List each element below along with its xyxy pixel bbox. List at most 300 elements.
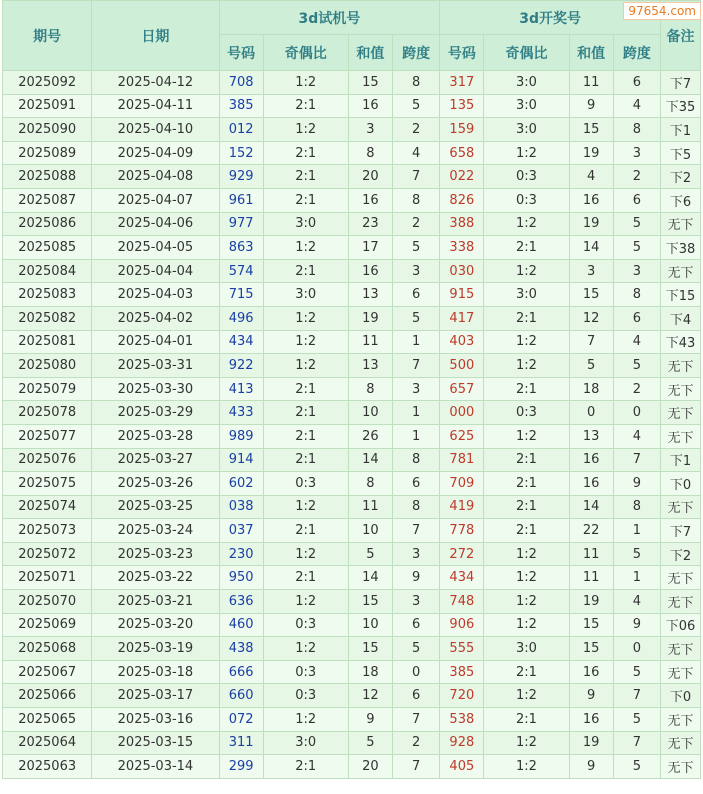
cell-trial-number: 989 [219,424,263,448]
table-row [3,354,701,378]
table-row [3,377,701,401]
cell-trial-sum: 8 [348,472,392,496]
table-row [3,401,701,425]
cell-draw-odd-even: 1:2 [484,141,569,165]
cell-trial-number: 072 [219,708,263,732]
cell-trial-odd-even: 0:3 [263,660,348,684]
cell-trial-span: 1 [392,330,439,354]
cell-draw-odd-even: 1:2 [484,755,569,779]
cell-draw-number: 625 [440,424,484,448]
table-row [3,731,701,755]
cell-trial-span: 1 [392,424,439,448]
cell-trial-span: 3 [392,377,439,401]
cell-date: 2025-04-08 [92,165,219,189]
cell-date: 2025-03-26 [92,472,219,496]
cell-draw-span: 5 [613,542,660,566]
cell-draw-span: 8 [613,495,660,519]
cell-date: 2025-04-03 [92,283,219,307]
cell-trial-sum: 18 [348,660,392,684]
cell-draw-span: 7 [613,448,660,472]
cell-draw-number: 906 [440,613,484,637]
cell-period: 2025082 [3,306,92,330]
table-row [3,118,701,142]
table-row [3,660,701,684]
cell-period: 2025085 [3,236,92,260]
cell-period: 2025066 [3,684,92,708]
cell-date: 2025-03-22 [92,566,219,590]
cell-note: 下0 [661,684,701,708]
table-row [3,306,701,330]
cell-trial-span: 7 [392,165,439,189]
cell-draw-number: 709 [440,472,484,496]
cell-trial-number: 496 [219,306,263,330]
cell-draw-span: 3 [613,259,660,283]
cell-trial-span: 6 [392,472,439,496]
cell-period: 2025065 [3,708,92,732]
table-row [3,566,701,590]
cell-draw-odd-even: 2:1 [484,708,569,732]
cell-note: 无下 [661,566,701,590]
cell-trial-sum: 15 [348,590,392,614]
cell-date: 2025-03-20 [92,613,219,637]
cell-trial-span: 2 [392,118,439,142]
cell-trial-odd-even: 3:0 [263,283,348,307]
cell-draw-odd-even: 0:3 [484,165,569,189]
cell-trial-span: 6 [392,283,439,307]
table-row [3,755,701,779]
cell-trial-odd-even: 1:2 [263,354,348,378]
cell-date: 2025-03-19 [92,637,219,661]
cell-trial-span: 8 [392,448,439,472]
cell-note: 下7 [661,519,701,543]
cell-draw-number: 657 [440,377,484,401]
cell-date: 2025-04-09 [92,141,219,165]
cell-draw-span: 6 [613,71,660,95]
cell-note: 下6 [661,188,701,212]
cell-draw-number: 405 [440,755,484,779]
cell-draw-odd-even: 1:2 [484,684,569,708]
cell-draw-span: 4 [613,424,660,448]
cell-date: 2025-03-18 [92,660,219,684]
cell-trial-number: 299 [219,755,263,779]
cell-trial-number: 922 [219,354,263,378]
cell-trial-sum: 19 [348,306,392,330]
cell-note: 无下 [661,731,701,755]
cell-period: 2025079 [3,377,92,401]
cell-trial-number: 574 [219,259,263,283]
cell-trial-sum: 17 [348,236,392,260]
cell-note: 无下 [661,708,701,732]
cell-draw-span: 4 [613,330,660,354]
cell-draw-sum: 3 [569,259,613,283]
cell-trial-number: 038 [219,495,263,519]
cell-trial-odd-even: 2:1 [263,519,348,543]
cell-trial-span: 9 [392,566,439,590]
cell-draw-odd-even: 1:2 [484,590,569,614]
cell-draw-sum: 11 [569,542,613,566]
cell-trial-odd-even: 2:1 [263,188,348,212]
cell-trial-sum: 13 [348,354,392,378]
cell-trial-odd-even: 1:2 [263,590,348,614]
cell-date: 2025-04-11 [92,94,219,118]
cell-trial-span: 3 [392,259,439,283]
cell-date: 2025-04-07 [92,188,219,212]
cell-draw-sum: 11 [569,71,613,95]
cell-draw-odd-even: 2:1 [484,495,569,519]
cell-period: 2025064 [3,731,92,755]
results-table [2,0,701,779]
cell-draw-sum: 9 [569,684,613,708]
header-draw-number: 号码 [440,35,484,71]
cell-draw-number: 658 [440,141,484,165]
cell-trial-odd-even: 2:1 [263,165,348,189]
cell-period: 2025078 [3,401,92,425]
cell-period: 2025071 [3,566,92,590]
cell-trial-span: 7 [392,519,439,543]
cell-date: 2025-03-15 [92,731,219,755]
cell-trial-span: 5 [392,94,439,118]
table-row [3,637,701,661]
cell-period: 2025070 [3,590,92,614]
cell-draw-odd-even: 1:2 [484,542,569,566]
cell-draw-number: 135 [440,94,484,118]
cell-trial-span: 7 [392,755,439,779]
table-row [3,519,701,543]
cell-note: 下15 [661,283,701,307]
cell-draw-span: 8 [613,283,660,307]
table-row [3,259,701,283]
cell-trial-span: 5 [392,637,439,661]
cell-draw-odd-even: 2:1 [484,660,569,684]
header-trial-sum: 和值 [348,35,392,71]
cell-period: 2025074 [3,495,92,519]
cell-draw-odd-even: 3:0 [484,283,569,307]
cell-trial-odd-even: 2:1 [263,259,348,283]
cell-draw-number: 403 [440,330,484,354]
cell-trial-span: 7 [392,354,439,378]
cell-draw-number: 030 [440,259,484,283]
cell-draw-number: 419 [440,495,484,519]
cell-draw-number: 748 [440,590,484,614]
cell-trial-sum: 16 [348,259,392,283]
cell-draw-sum: 9 [569,755,613,779]
cell-trial-sum: 15 [348,637,392,661]
header-period: 期号 [3,1,92,71]
cell-trial-odd-even: 1:2 [263,71,348,95]
cell-date: 2025-03-29 [92,401,219,425]
cell-trial-sum: 10 [348,613,392,637]
cell-period: 2025092 [3,71,92,95]
cell-period: 2025077 [3,424,92,448]
table-row [3,613,701,637]
cell-draw-number: 538 [440,708,484,732]
cell-date: 2025-03-14 [92,755,219,779]
table-row [3,188,701,212]
table-row [3,495,701,519]
cell-draw-sum: 13 [569,424,613,448]
cell-draw-number: 928 [440,731,484,755]
table-header [3,1,701,71]
cell-trial-sum: 5 [348,731,392,755]
cell-trial-sum: 12 [348,684,392,708]
cell-trial-number: 708 [219,71,263,95]
table-row [3,330,701,354]
cell-draw-number: 500 [440,354,484,378]
cell-period: 2025090 [3,118,92,142]
cell-draw-sum: 19 [569,212,613,236]
header-draw-span: 跨度 [613,35,660,71]
cell-draw-odd-even: 1:2 [484,424,569,448]
table-row [3,165,701,189]
cell-period: 2025072 [3,542,92,566]
cell-trial-span: 4 [392,141,439,165]
cell-draw-span: 1 [613,519,660,543]
cell-trial-span: 8 [392,71,439,95]
cell-date: 2025-04-10 [92,118,219,142]
cell-draw-sum: 19 [569,590,613,614]
cell-trial-span: 7 [392,708,439,732]
cell-trial-number: 413 [219,377,263,401]
cell-draw-span: 5 [613,354,660,378]
cell-note: 无下 [661,637,701,661]
cell-draw-sum: 16 [569,188,613,212]
cell-draw-span: 2 [613,377,660,401]
cell-draw-odd-even: 3:0 [484,94,569,118]
cell-draw-odd-even: 1:2 [484,212,569,236]
cell-trial-number: 037 [219,519,263,543]
site-watermark: 97654.com [623,2,701,20]
cell-date: 2025-04-06 [92,212,219,236]
table-row [3,684,701,708]
cell-draw-number: 385 [440,660,484,684]
cell-trial-span: 0 [392,660,439,684]
cell-draw-number: 915 [440,283,484,307]
cell-trial-span: 8 [392,188,439,212]
cell-trial-number: 715 [219,283,263,307]
cell-trial-number: 385 [219,94,263,118]
cell-trial-span: 1 [392,401,439,425]
cell-draw-span: 5 [613,708,660,732]
cell-period: 2025089 [3,141,92,165]
cell-trial-span: 3 [392,542,439,566]
cell-draw-number: 317 [440,71,484,95]
cell-draw-span: 6 [613,306,660,330]
cell-draw-span: 5 [613,755,660,779]
cell-draw-sum: 4 [569,165,613,189]
cell-note: 下06 [661,613,701,637]
cell-trial-span: 6 [392,684,439,708]
cell-draw-sum: 16 [569,660,613,684]
cell-date: 2025-03-30 [92,377,219,401]
cell-draw-odd-even: 1:2 [484,566,569,590]
cell-draw-span: 5 [613,660,660,684]
cell-date: 2025-03-24 [92,519,219,543]
cell-trial-odd-even: 3:0 [263,212,348,236]
cell-trial-sum: 9 [348,708,392,732]
cell-trial-number: 434 [219,330,263,354]
cell-date: 2025-03-25 [92,495,219,519]
table-row [3,708,701,732]
cell-note: 无下 [661,212,701,236]
table-row [3,283,701,307]
cell-trial-sum: 15 [348,71,392,95]
cell-draw-number: 417 [440,306,484,330]
cell-draw-number: 272 [440,542,484,566]
header-date: 日期 [92,1,219,71]
cell-note: 无下 [661,590,701,614]
cell-note: 下43 [661,330,701,354]
cell-draw-span: 4 [613,590,660,614]
cell-trial-odd-even: 0:3 [263,684,348,708]
cell-note: 无下 [661,401,701,425]
cell-draw-span: 5 [613,236,660,260]
cell-period: 2025091 [3,94,92,118]
cell-draw-span: 1 [613,566,660,590]
cell-draw-odd-even: 3:0 [484,637,569,661]
cell-trial-span: 8 [392,495,439,519]
cell-note: 下4 [661,306,701,330]
cell-trial-sum: 11 [348,495,392,519]
cell-draw-span: 0 [613,401,660,425]
cell-date: 2025-04-04 [92,259,219,283]
cell-draw-span: 8 [613,118,660,142]
cell-date: 2025-03-31 [92,354,219,378]
cell-draw-span: 5 [613,212,660,236]
cell-trial-odd-even: 2:1 [263,424,348,448]
cell-trial-odd-even: 2:1 [263,448,348,472]
cell-trial-sum: 10 [348,519,392,543]
cell-note: 无下 [661,660,701,684]
cell-note: 下2 [661,542,701,566]
cell-draw-sum: 11 [569,566,613,590]
header-draw-group: 3d开奖号 [440,1,661,35]
header-trial-odd-even: 奇偶比 [263,35,348,71]
cell-trial-odd-even: 1:2 [263,495,348,519]
cell-draw-span: 9 [613,613,660,637]
cell-draw-odd-even: 1:2 [484,259,569,283]
cell-note: 下1 [661,118,701,142]
cell-period: 2025080 [3,354,92,378]
cell-trial-sum: 5 [348,542,392,566]
cell-trial-odd-even: 1:2 [263,306,348,330]
cell-trial-odd-even: 2:1 [263,755,348,779]
table-row [3,71,701,95]
cell-trial-sum: 20 [348,755,392,779]
cell-trial-sum: 26 [348,424,392,448]
cell-trial-number: 433 [219,401,263,425]
cell-draw-odd-even: 1:2 [484,330,569,354]
cell-date: 2025-03-16 [92,708,219,732]
cell-trial-sum: 14 [348,566,392,590]
cell-draw-odd-even: 1:2 [484,731,569,755]
cell-period: 2025083 [3,283,92,307]
cell-draw-sum: 15 [569,637,613,661]
cell-draw-number: 781 [440,448,484,472]
cell-draw-sum: 19 [569,731,613,755]
cell-note: 下1 [661,448,701,472]
cell-trial-number: 961 [219,188,263,212]
cell-draw-sum: 7 [569,330,613,354]
cell-trial-number: 438 [219,637,263,661]
cell-draw-odd-even: 2:1 [484,306,569,330]
cell-date: 2025-04-12 [92,71,219,95]
cell-trial-number: 636 [219,590,263,614]
cell-draw-span: 7 [613,731,660,755]
header-note: 备注 [661,1,701,71]
cell-period: 2025087 [3,188,92,212]
table-row [3,94,701,118]
cell-trial-odd-even: 1:2 [263,236,348,260]
cell-draw-odd-even: 2:1 [484,472,569,496]
cell-trial-number: 602 [219,472,263,496]
cell-trial-number: 460 [219,613,263,637]
cell-draw-sum: 14 [569,495,613,519]
cell-trial-number: 929 [219,165,263,189]
cell-draw-number: 159 [440,118,484,142]
cell-trial-sum: 14 [348,448,392,472]
cell-trial-odd-even: 2:1 [263,377,348,401]
cell-draw-span: 9 [613,472,660,496]
cell-trial-sum: 16 [348,188,392,212]
cell-note: 无下 [661,755,701,779]
cell-trial-number: 311 [219,731,263,755]
header-trial-span: 跨度 [392,35,439,71]
cell-period: 2025073 [3,519,92,543]
cell-trial-sum: 16 [348,94,392,118]
table-row [3,472,701,496]
cell-draw-sum: 16 [569,472,613,496]
cell-date: 2025-03-21 [92,590,219,614]
cell-trial-sum: 23 [348,212,392,236]
cell-draw-number: 434 [440,566,484,590]
cell-period: 2025088 [3,165,92,189]
cell-draw-sum: 5 [569,354,613,378]
cell-draw-odd-even: 2:1 [484,448,569,472]
cell-trial-sum: 11 [348,330,392,354]
cell-draw-number: 720 [440,684,484,708]
cell-draw-span: 4 [613,94,660,118]
cell-trial-number: 914 [219,448,263,472]
cell-period: 2025075 [3,472,92,496]
cell-period: 2025069 [3,613,92,637]
cell-draw-span: 2 [613,165,660,189]
cell-trial-odd-even: 0:3 [263,613,348,637]
cell-trial-number: 230 [219,542,263,566]
cell-trial-number: 012 [219,118,263,142]
cell-period: 2025067 [3,660,92,684]
cell-trial-number: 950 [219,566,263,590]
table-row [3,141,701,165]
cell-trial-odd-even: 0:3 [263,472,348,496]
cell-draw-sum: 12 [569,306,613,330]
cell-draw-sum: 9 [569,94,613,118]
cell-draw-sum: 19 [569,141,613,165]
cell-draw-span: 7 [613,684,660,708]
cell-trial-span: 5 [392,236,439,260]
cell-draw-sum: 18 [569,377,613,401]
cell-draw-odd-even: 3:0 [484,71,569,95]
cell-trial-odd-even: 2:1 [263,141,348,165]
cell-note: 下7 [661,71,701,95]
cell-draw-sum: 15 [569,118,613,142]
cell-draw-span: 0 [613,637,660,661]
cell-trial-odd-even: 1:2 [263,118,348,142]
table-body [3,71,701,779]
cell-date: 2025-03-17 [92,684,219,708]
cell-period: 2025068 [3,637,92,661]
cell-draw-odd-even: 1:2 [484,354,569,378]
cell-note: 下5 [661,141,701,165]
